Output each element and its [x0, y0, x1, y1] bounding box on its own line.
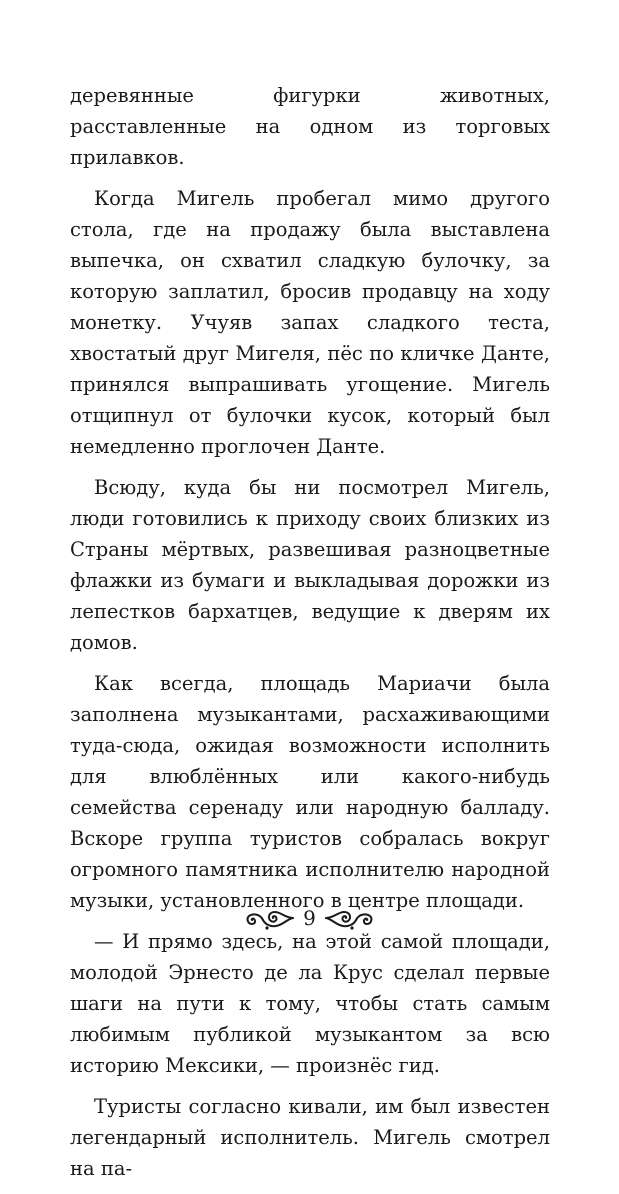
paragraph-2: Когда Мигель пробегал мимо другого стола, где на продажу была выставлена выпечка, он схватил сладкую булочку, за которую заплатил, бросив продавцу на ходу монетку. Учуяв запах сладкого теста, хвостатый друг Мигеля, пёс по кличке Данте, принялся выпрашивать угощение. Мигель отщипнул от булочки кусок, который был немедленно проглочен Данте. [70, 187, 550, 458]
page-footer [0, 898, 619, 938]
paragraph-5: — И прямо здесь, на этой самой площади, молодой Эрнесто де ла Крус сделал первые шаги на пути к тому, чтобы стать самым любимым публикой музыкантом за всю историю Мексики, — произнёс гид. [70, 930, 550, 1077]
paragraph-3: Всюду, куда бы ни посмотрел Мигель, люди готовились к приходу своих близких из Страны мёртвых, развешивая разноцветные флажки из бумаги и выкладывая дорожки из лепестков бархатцев, ведущие к дверям их домов. [70, 476, 550, 654]
left-flourish-icon [243, 904, 295, 932]
paragraph-1: деревянные фигурки животных, расставленные на одном из торговых прилавков. [70, 84, 550, 169]
page-number: 9 [303, 906, 316, 930]
paragraph-4: Как всегда, площадь Мариачи была заполнена музыкантами, расхаживающими туда-сюда, ожидая возможности исполнить для влюблённых или какого-нибудь семейства серенаду или народную балладу. Вскоре группа туристов собралась вокруг огромного памятника исполнителю народной музыки, установленного в центре площади. [70, 672, 550, 912]
right-flourish-icon [324, 904, 376, 932]
paragraph-6: Туристы согласно кивали, им был известен легендарный исполнитель. Мигель смотрел на па- [70, 1095, 550, 1180]
page-body [70, 80, 550, 1194]
